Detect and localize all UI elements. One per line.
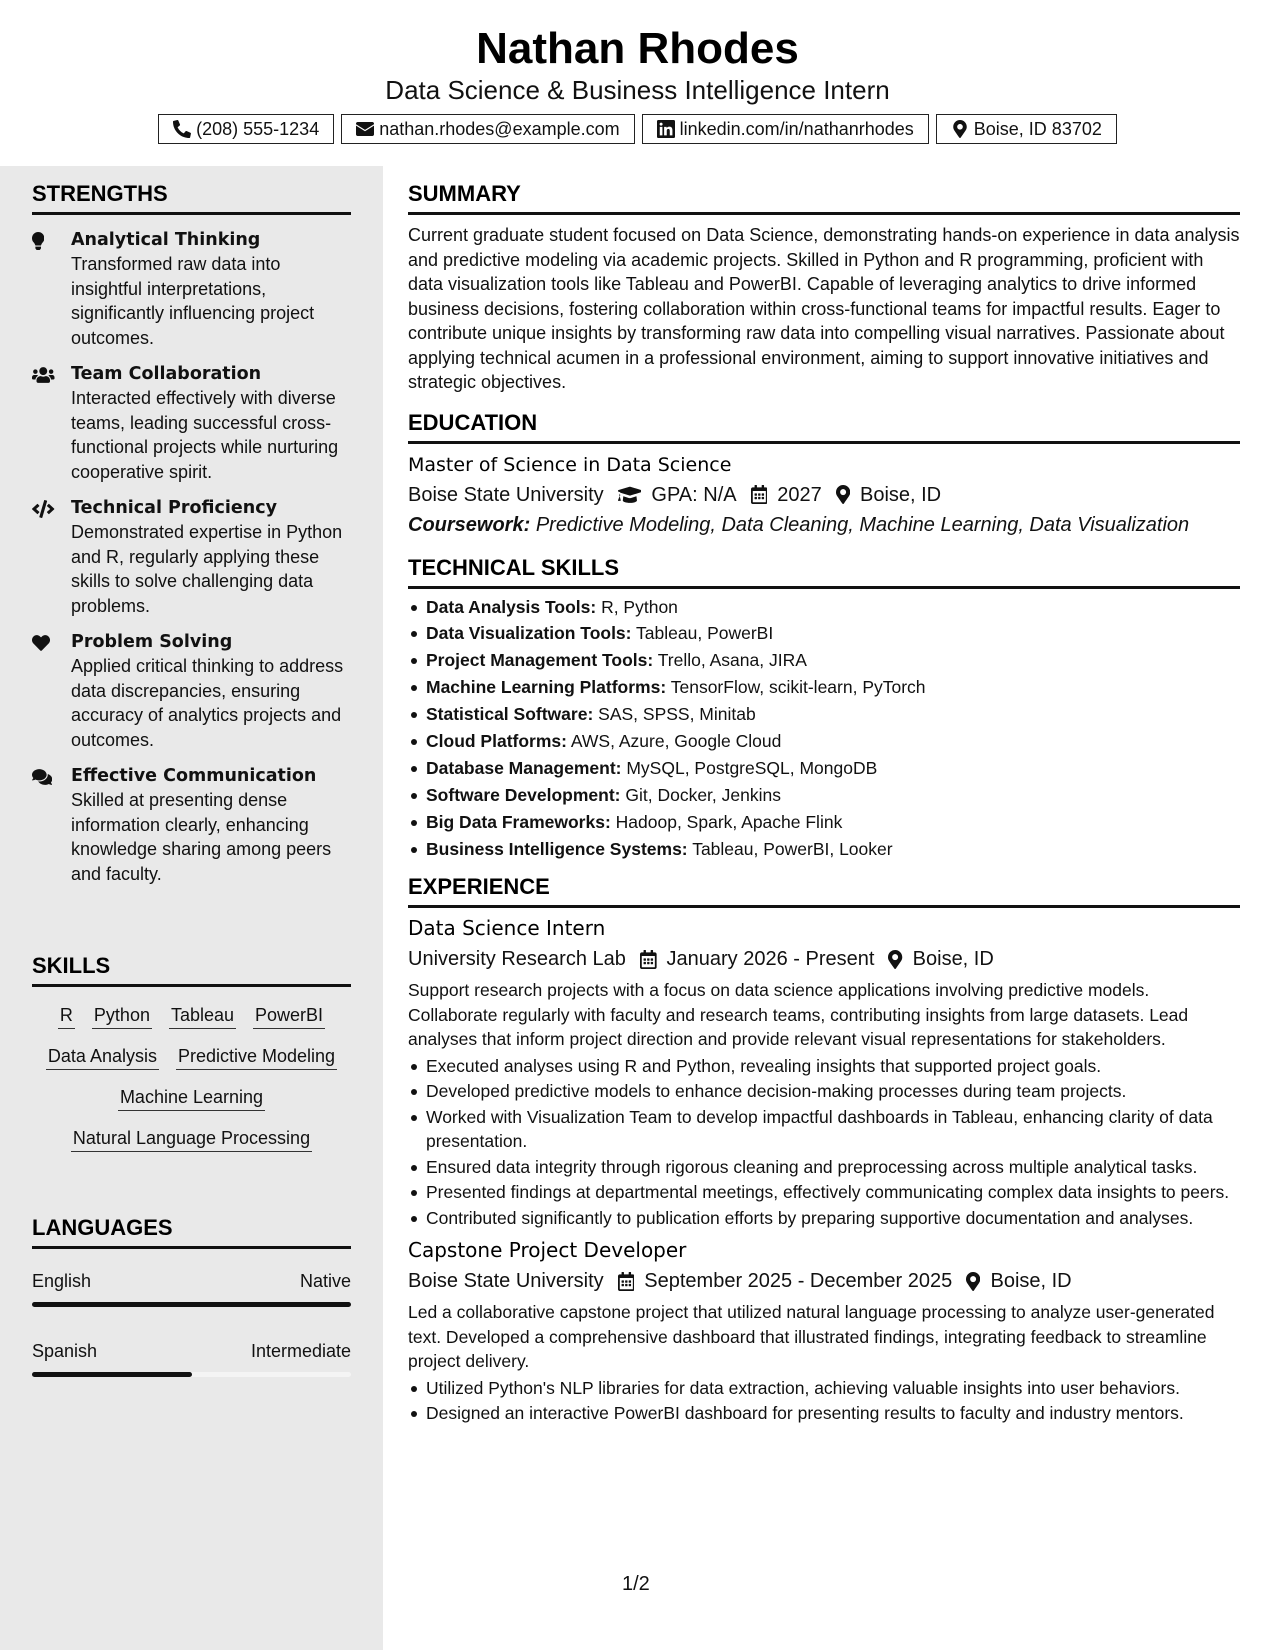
experience-item (408, 914, 1240, 1230)
contact-linkedin[interactable] (642, 114, 929, 144)
job-dates: September 2025 - December 2025 (644, 1270, 953, 1293)
map-pin-icon (888, 950, 902, 969)
skill-label: Cloud Platforms: (426, 730, 567, 751)
skill-value: R, Python (601, 596, 678, 617)
contact-location-text: Boise, ID 83702 (973, 119, 1102, 139)
skill-tag: Data Analysis (46, 1044, 159, 1070)
list-item: Executed analyses using R and Python, revealing insights that supported project goals. (408, 1054, 1240, 1079)
strength-title: Problem Solving (71, 632, 233, 652)
skill-label: Big Data Frameworks: (426, 811, 611, 832)
experience-heading: EXPERIENCE (408, 873, 1240, 908)
job-meta (408, 1266, 1240, 1296)
strength-item (32, 764, 351, 886)
contact-linkedin-text: linkedin.com/in/nathanrhodes (679, 119, 914, 139)
technical-skills-section (408, 554, 1240, 862)
education-heading: EDUCATION (408, 409, 1240, 444)
job-dates: January 2026 - Present (666, 948, 875, 971)
skill-label: Project Management Tools: (426, 650, 654, 671)
language-name: English (32, 1271, 92, 1291)
language-proficiency-fill (32, 1302, 351, 1307)
list-item: Ensured data integrity through rigorous cleaning and preprocessing across multiple analytical tasks. (408, 1155, 1240, 1180)
job-title: Capstone Project Developer (408, 1238, 687, 1263)
skill-label: Data Visualization Tools: (426, 623, 632, 644)
summary-section (408, 180, 1240, 395)
language-item (32, 1339, 351, 1377)
education-meta (408, 480, 1240, 510)
skill-label: Machine Learning Platforms: (426, 677, 667, 698)
main-content (408, 166, 1240, 1566)
skill-tag: Natural Language Processing (71, 1126, 312, 1152)
list-item (408, 621, 1240, 646)
skill-label: Software Development: (426, 784, 621, 805)
skill-value: Tableau, PowerBI (636, 623, 774, 644)
skill-value: SAS, SPSS, Minitab (598, 704, 756, 725)
strength-title: Team Collaboration (71, 364, 262, 384)
contact-phone-text: (208) 555-1234 (196, 119, 320, 139)
code-icon (32, 499, 56, 519)
job-bullets (408, 1376, 1240, 1426)
strength-item (32, 630, 351, 752)
summary-heading: SUMMARY (408, 180, 1240, 215)
skill-label: Data Analysis Tools: (426, 596, 597, 617)
coursework-label: Coursework: (408, 513, 531, 536)
graduation-year: 2027 (777, 483, 822, 506)
languages-heading: LANGUAGES (32, 1214, 351, 1249)
candidate-name: Nathan Rhodes (476, 24, 799, 73)
list-item (408, 810, 1240, 835)
strength-title: Effective Communication (71, 766, 317, 786)
school-name: Boise State University (408, 483, 604, 506)
strength-desc: Transformed raw data into insightful interpretations, significantly influencing project outcomes. (71, 254, 315, 348)
language-proficiency-fill (32, 1372, 192, 1377)
job-location: Boise, ID (912, 948, 994, 971)
language-proficiency-bar (32, 1372, 351, 1377)
strengths-heading: STRENGTHS (32, 180, 351, 215)
contact-phone[interactable] (158, 114, 334, 144)
skill-tags (32, 1003, 351, 1152)
experience-section (408, 873, 1240, 1426)
job-org: Boise State University (408, 1270, 604, 1293)
map-pin-icon (966, 1272, 980, 1291)
job-org: University Research Lab (408, 948, 626, 971)
technical-skills-list (408, 595, 1240, 862)
skill-value: TensorFlow, scikit-learn, PyTorch (670, 677, 926, 698)
coursework (408, 510, 1240, 540)
list-item: Contributed significantly to publication efforts by preparing supportive documentation and analyses. (408, 1206, 1240, 1231)
technical-skills-heading: TECHNICAL SKILLS (408, 554, 1240, 589)
strengths-section (32, 180, 351, 886)
languages-section (32, 1214, 351, 1377)
calendar-icon (618, 1272, 635, 1291)
resume-header (0, 0, 1275, 166)
list-item: Worked with Visualization Team to develop impactful dashboards in Tableau, enhancing clarity of data presentation. (408, 1105, 1240, 1154)
graduation-cap-icon (618, 485, 642, 504)
users-icon (32, 365, 56, 385)
skill-label: Business Intelligence Systems: (426, 838, 688, 859)
skill-tag: Tableau (169, 1003, 236, 1029)
summary-text: Current graduate student focused on Data Science, demonstrating hands-on experience in data analysis and predictive modeling via academic projects. Skilled in Python and R programming, proficient with data visualization tools like Tableau and PowerBI. Capable of leveraging analytics to drive informed business decisions, fostering collaboration within cross-functional teams for impactful results. Eager to contribute unique insights by transforming raw data into compelling visual narratives. Passionate about applying technical acumen in a professional environment, aiming to support innovative initiatives and strategic objectives. (408, 225, 1240, 392)
skill-tag: Machine Learning (118, 1085, 265, 1111)
language-name: Spanish (32, 1341, 98, 1361)
comments-icon (32, 767, 56, 787)
list-item: Designed an interactive PowerBI dashboard for presenting results to faculty and industry mentors. (408, 1401, 1240, 1426)
skills-section (32, 952, 351, 1152)
strength-desc: Interacted effectively with diverse teams, leading successful cross-functional projects while nurturing cooperative spirit. (71, 388, 339, 482)
calendar-icon (640, 950, 657, 969)
degree-name: Master of Science in Data Science (408, 453, 732, 476)
list-item (408, 595, 1240, 620)
skills-heading: SKILLS (32, 952, 351, 987)
skill-tag: Predictive Modeling (176, 1044, 337, 1070)
job-bullets (408, 1054, 1240, 1231)
strength-title: Technical Proficiency (71, 498, 277, 518)
language-proficiency-bar (32, 1302, 351, 1307)
list-item: Presented findings at departmental meetings, effectively communicating complex data insights to peers. (408, 1180, 1240, 1205)
skill-value: Hadoop, Spark, Apache Flink (615, 811, 843, 832)
list-item (408, 837, 1240, 862)
strength-desc: Demonstrated expertise in Python and R, regularly applying these skills to solve challenging data problems. (71, 522, 343, 616)
phone-icon (173, 120, 191, 138)
contact-email-text: nathan.rhodes@example.com (379, 119, 620, 139)
strength-desc: Skilled at presenting dense information clearly, enhancing knowledge sharing among peers and faculty. (71, 790, 332, 884)
skill-tag: Python (92, 1003, 152, 1029)
strength-item (32, 362, 351, 484)
list-item (408, 756, 1240, 781)
list-item (408, 729, 1240, 754)
calendar-icon (751, 485, 768, 504)
skill-label: Statistical Software: (426, 704, 594, 725)
strength-item (32, 496, 351, 618)
page-number: 1/2 (622, 1573, 650, 1595)
strength-desc: Applied critical thinking to address data discrepancies, ensuring accuracy of analytics projects and outcomes. (71, 656, 344, 750)
lightbulb-icon (32, 231, 56, 251)
map-pin-icon (951, 120, 969, 138)
contact-email[interactable] (341, 114, 634, 144)
gpa-text: GPA: N/A (651, 483, 737, 506)
skill-label: Database Management: (426, 757, 622, 778)
candidate-title: Data Science & Business Intelligence Intern (385, 75, 890, 105)
list-item (408, 702, 1240, 727)
envelope-icon (356, 120, 374, 138)
job-location: Boise, ID (990, 1270, 1072, 1293)
job-description: Support research projects with a focus on data science applications involving predictive models. Collaborate regularly with faculty and research teams, contributing insights from large datasets. Lead analyses that inform project direction and provide relevant visual representations for stakeholders. (408, 980, 1189, 1050)
contact-location (936, 114, 1117, 144)
language-level: Intermediate (250, 1341, 351, 1361)
job-description: Led a collaborative capstone project that utilized natural language processing to analyze user-generated text. Developed a comprehensive dashboard that illustrated findings, integrating feedback to streamline project delivery. (408, 1302, 1215, 1372)
list-item (408, 648, 1240, 673)
list-item (408, 783, 1240, 808)
strength-item (32, 228, 351, 350)
language-level: Native (299, 1271, 351, 1291)
skill-value: Trello, Asana, JIRA (657, 650, 807, 671)
skill-value: Tableau, PowerBI, Looker (692, 838, 893, 859)
coursework-list: Predictive Modeling, Data Cleaning, Machine Learning, Data Visualization (535, 513, 1190, 536)
strength-title: Analytical Thinking (71, 230, 261, 250)
skill-value: AWS, Azure, Google Cloud (570, 730, 782, 751)
education-section (408, 409, 1240, 540)
map-pin-icon (836, 485, 850, 504)
skill-tag: PowerBI (253, 1003, 325, 1029)
list-item: Developed predictive models to enhance decision-making processes during team projects. (408, 1079, 1240, 1104)
list-item (408, 675, 1240, 700)
job-title: Data Science Intern (408, 916, 606, 941)
sidebar (0, 166, 383, 1650)
skill-value: Git, Docker, Jenkins (625, 784, 781, 805)
heart-icon (32, 633, 56, 653)
list-item: Utilized Python's NLP libraries for data extraction, achieving valuable insights into user behaviors. (408, 1376, 1240, 1401)
skill-value: MySQL, PostgreSQL, MongoDB (626, 757, 878, 778)
experience-item (408, 1236, 1240, 1426)
linkedin-icon (657, 120, 675, 138)
language-item (32, 1269, 351, 1307)
job-meta (408, 944, 1240, 974)
contact-bar (0, 114, 1275, 144)
skill-tag: R (58, 1003, 75, 1029)
school-location: Boise, ID (859, 483, 942, 506)
